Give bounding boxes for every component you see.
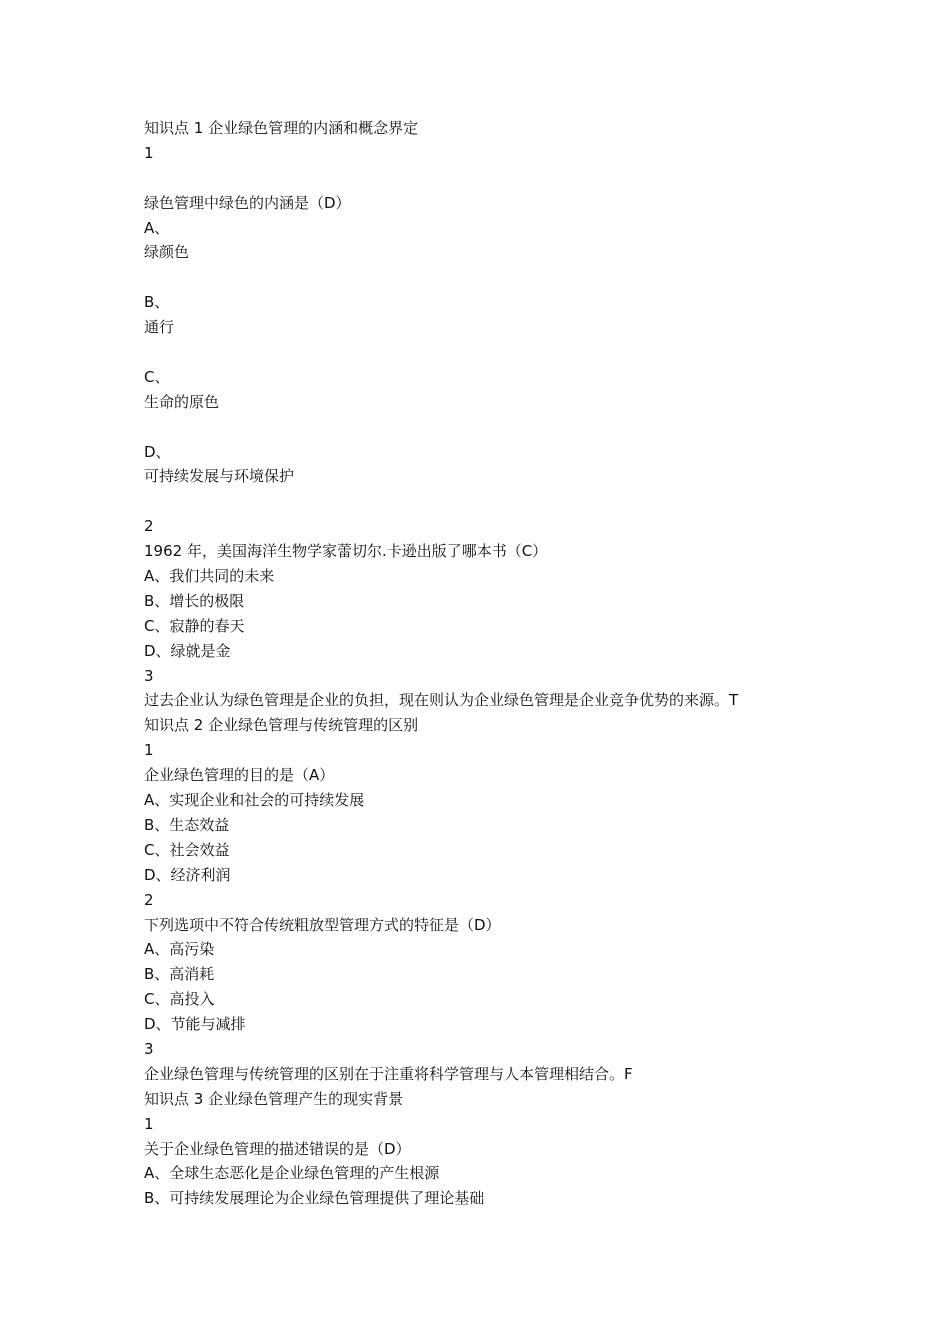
text-line: 2 (144, 890, 154, 909)
text-line: B、高消耗 (144, 965, 215, 984)
text-line: C、寂静的春天 (144, 616, 245, 635)
text-line: 过去企业认为绿色管理是企业的负担，现在则认为企业绿色管理是企业竞争优势的来源。T (144, 691, 739, 710)
text-line: B、生态效益 (144, 815, 230, 834)
text-line: 1 (144, 1114, 154, 1133)
text-line: 企业绿色管理与传统管理的区别在于注重将科学管理与人本管理相结合。F (144, 1064, 633, 1083)
text-line: A、高污染 (144, 940, 215, 959)
text-line: 通行 (144, 318, 175, 337)
text-line: D、绿就是金 (144, 641, 231, 660)
text-line: 1 (144, 741, 154, 760)
text-line: 关于企业绿色管理的描述错误的是（D） (144, 1139, 411, 1158)
text-line: C、高投入 (144, 990, 215, 1009)
blank-line (144, 340, 844, 365)
text-line: 企业绿色管理的目的是（A） (144, 766, 335, 785)
blank-line (144, 415, 844, 440)
text-line: C、社会效益 (144, 840, 230, 859)
text-line: D、经济利润 (144, 865, 231, 884)
text-line: A、全球生态恶化是企业绿色管理的产生根源 (144, 1164, 440, 1183)
text-line: C、 (144, 367, 170, 386)
blank-line (144, 489, 844, 514)
text-line: 2 (144, 517, 154, 536)
text-line: 知识点 3 企业绿色管理产生的现实背景 (144, 1089, 404, 1108)
text-line: A、实现企业和社会的可持续发展 (144, 791, 365, 810)
text-line: B、增长的极限 (144, 591, 245, 610)
text-line: 知识点 2 企业绿色管理与传统管理的区别 (144, 716, 419, 735)
text-line: D、 (144, 442, 171, 461)
text-line: B、可持续发展理论为企业绿色管理提供了理论基础 (144, 1189, 485, 1208)
text-line: 生命的原色 (144, 392, 220, 411)
text-line: 绿色管理中绿色的内涵是（D） (144, 193, 351, 212)
text-line: 3 (144, 666, 154, 685)
text-line: 绿颜色 (144, 243, 190, 262)
text-line: 3 (144, 1039, 154, 1058)
text-line: B、 (144, 293, 170, 312)
blank-line (144, 166, 844, 191)
text-line: 知识点 1 企业绿色管理的内涵和概念界定 (144, 119, 419, 137)
blank-line (144, 265, 844, 290)
document-page (144, 116, 844, 1211)
text-line: 下列选项中不符合传统粗放型管理方式的特征是（D） (144, 915, 501, 934)
text-line: A、 (144, 218, 170, 237)
text-line: 1 (144, 143, 154, 162)
text-line: D、节能与减排 (144, 1015, 246, 1034)
text-line: A、我们共同的未来 (144, 567, 275, 586)
text-line: 1962 年，美国海洋生物学家蕾切尔.卡逊出版了哪本书（C） (144, 542, 548, 561)
text-line: 可持续发展与环境保护 (144, 467, 295, 486)
